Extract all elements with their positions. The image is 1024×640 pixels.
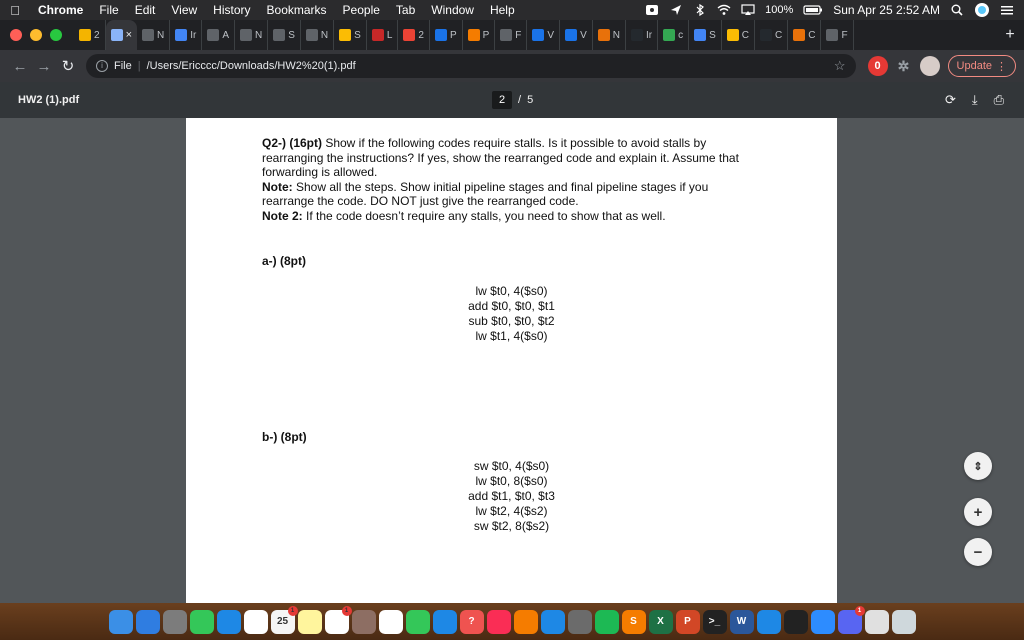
code-line: add $t0, $t0, $t1 — [468, 299, 555, 313]
tab-label: P — [449, 29, 457, 41]
dock-downloads-icon[interactable] — [865, 610, 889, 634]
browser-tab[interactable] — [235, 20, 268, 50]
tab-label: c — [678, 29, 684, 41]
pdf-page — [186, 118, 837, 603]
zoom-in-button[interactable]: + — [964, 498, 992, 526]
pdf-title: HW2 (1).pdf — [18, 94, 80, 106]
notification-badge: 1 — [855, 606, 865, 616]
tab-favicon-icon — [142, 29, 154, 41]
update-button-label: Update — [956, 60, 992, 72]
menu-history[interactable]: History — [213, 3, 251, 17]
code-line: lw $t1, 4($s0) — [475, 329, 548, 343]
code-line: sw $t2, 8($s2) — [473, 519, 550, 533]
dock-icon-label: >_ — [708, 616, 721, 627]
update-button[interactable] — [948, 55, 1016, 77]
dock-photos-icon[interactable] — [379, 610, 403, 634]
tab-favicon-icon — [760, 29, 772, 41]
tab-label: S — [354, 29, 361, 41]
zoom-window-button[interactable] — [50, 29, 62, 41]
dock-chrome-icon[interactable] — [244, 610, 268, 634]
menu-view[interactable]: View — [171, 3, 198, 17]
dock-excel-icon[interactable] — [649, 610, 673, 634]
browser-tab[interactable] — [74, 20, 106, 50]
notification-badge: 1 — [342, 606, 352, 616]
fit-to-page-button[interactable]: ⇕ — [964, 452, 992, 480]
browser-tab[interactable] — [202, 20, 235, 50]
dock-safari2-icon[interactable] — [217, 610, 241, 634]
tab-favicon-icon — [240, 29, 252, 41]
clock[interactable]: Sun Apr 25 2:52 AM — [833, 3, 940, 17]
dock-facetime-icon[interactable] — [190, 610, 214, 634]
tab-favicon-icon — [727, 29, 739, 41]
print-icon[interactable]: ⎙ — [993, 92, 1004, 107]
page-number-input[interactable]: 2 — [492, 91, 512, 109]
tab-label: F — [841, 29, 848, 41]
dock-vscode-icon[interactable] — [757, 610, 781, 634]
tab-label: C — [775, 29, 783, 41]
menu-bookmarks[interactable]: Bookmarks — [266, 3, 327, 17]
dock-spotify-icon[interactable] — [595, 610, 619, 634]
tab-label: V — [580, 29, 587, 41]
status-tray — [645, 2, 1024, 18]
page-separator: / — [518, 94, 522, 106]
code-line: lw $t0, 4($s0) — [475, 284, 548, 298]
dock-tips-icon[interactable] — [460, 610, 484, 634]
menu-tab[interactable]: Tab — [395, 3, 416, 17]
dock-safari-icon[interactable] — [136, 610, 160, 634]
tab-favicon-icon — [631, 29, 643, 41]
battery-percent: 100% — [765, 4, 794, 16]
bluetooth-icon[interactable] — [693, 4, 707, 16]
location-icon[interactable] — [669, 4, 683, 16]
browser-tab[interactable] — [658, 20, 689, 50]
tab-favicon-icon — [175, 29, 187, 41]
code-line: add $t1, $t0, $t3 — [468, 489, 555, 503]
close-window-button[interactable] — [10, 29, 22, 41]
tab-label: F — [515, 29, 522, 41]
more-menu-icon: ⋮ — [996, 60, 1007, 73]
tab-label: C — [741, 29, 749, 41]
browser-tab[interactable] — [689, 20, 722, 50]
apple-menu-icon[interactable] — [0, 3, 30, 18]
browser-tab[interactable] — [527, 20, 560, 50]
tab-label: N — [157, 29, 165, 41]
url-separator: | — [137, 60, 141, 72]
browser-tab[interactable] — [301, 20, 334, 50]
dock-activity-icon[interactable] — [784, 610, 808, 634]
code-line: sw $t0, 4($s0) — [473, 459, 550, 473]
note-label: Note: — [262, 179, 293, 194]
browser-tab[interactable] — [334, 20, 367, 50]
tab-label: P — [482, 29, 490, 41]
bookmark-star-icon[interactable]: ☆ — [833, 58, 846, 73]
tab-label: C — [808, 29, 816, 41]
forward-button[interactable]: → — [36, 57, 52, 75]
reload-button[interactable]: ↻ — [61, 58, 75, 75]
url-scheme: File — [114, 60, 132, 72]
dock-reminders-icon[interactable] — [325, 607, 349, 634]
dock-terminal-icon[interactable] — [703, 610, 727, 634]
url-text: /Users/Ericccc/Downloads/HW2%20(1).pdf — [146, 60, 356, 72]
dock-keynote-icon[interactable] — [433, 610, 457, 634]
dock-music-icon[interactable] — [487, 610, 511, 634]
tab-favicon-icon — [111, 29, 123, 41]
tab-label: N — [255, 29, 263, 41]
question-text — [262, 136, 762, 223]
tab-favicon-icon — [207, 29, 219, 41]
dock-trash-icon[interactable] — [892, 610, 916, 634]
airplay-icon[interactable] — [741, 4, 755, 16]
browser-tab[interactable] — [398, 20, 430, 50]
tab-favicon-icon — [826, 29, 838, 41]
pdf-toolbar — [0, 82, 1024, 118]
extensions-puzzle-icon[interactable]: ✲ — [897, 57, 910, 74]
pdf-actions — [945, 92, 1004, 108]
dock-word-icon[interactable] — [730, 610, 754, 634]
dock-books-icon[interactable] — [514, 610, 538, 634]
page-indicator — [492, 91, 533, 109]
tab-favicon-icon — [793, 29, 805, 41]
note-body: Show all the steps. Show initial pipeline stages and final pipeline stages if you rearrange the code. DO NOT just give the rearranged code. — [262, 179, 709, 208]
back-button[interactable]: ← — [12, 57, 28, 75]
browser-tab[interactable] — [821, 20, 853, 50]
tab-close-icon[interactable]: × — [125, 29, 132, 41]
dock-powerpoint-icon[interactable] — [676, 610, 700, 634]
dock-system-preferences-icon[interactable] — [568, 610, 592, 634]
tab-strip — [0, 20, 1024, 50]
wifi-icon[interactable] — [717, 4, 731, 16]
tab-favicon-icon — [339, 29, 351, 41]
tab-label: S — [288, 29, 295, 41]
browser-tab[interactable] — [137, 20, 170, 50]
dock-calendar-icon[interactable] — [271, 607, 295, 634]
tab-favicon-icon — [435, 29, 447, 41]
menu-bar — [0, 0, 1024, 20]
browser-toolbar — [0, 50, 1024, 82]
menu-app-name[interactable]: Chrome — [38, 3, 84, 17]
tab-label: Ir — [645, 29, 653, 41]
address-bar[interactable] — [86, 54, 856, 78]
code-line: lw $t0, 8($s0) — [475, 474, 548, 488]
dock-discord-icon[interactable] — [838, 607, 862, 634]
dock-icon-label: 25 — [276, 616, 289, 627]
new-tab-button[interactable]: + — [1005, 26, 1015, 43]
dock-icon-label: ? — [468, 616, 475, 627]
dock-appstore-icon[interactable] — [541, 610, 565, 634]
tab-favicon-icon — [273, 29, 285, 41]
question-body: Show if the following codes require stalls. Is it possible to avoid stalls by rearranging the instructions? If yes, show the rearranged code and explain it. Assume that forwarding is allowed. — [262, 136, 739, 179]
tab-label: S — [709, 29, 716, 41]
code-line: lw $t2, 4($s2) — [475, 504, 548, 518]
tab-label: V — [547, 29, 555, 41]
part-a-label: a-) (8pt) — [262, 254, 306, 268]
tab-label: 2 — [418, 29, 424, 41]
code-block-b — [186, 459, 837, 534]
minimize-window-button[interactable] — [30, 29, 42, 41]
tab-favicon-icon — [598, 29, 610, 41]
dock-launchpad-icon[interactable] — [163, 610, 187, 634]
part-b-label: b-) (8pt) — [262, 430, 307, 444]
dock-sublime-icon[interactable] — [622, 610, 646, 634]
rotate-icon[interactable]: ⟳ — [944, 92, 956, 107]
spotlight-search-icon[interactable] — [950, 4, 964, 16]
dock-zoom-icon[interactable] — [811, 610, 835, 634]
dock-icon-label: W — [736, 616, 747, 627]
battery-icon[interactable] — [803, 4, 823, 16]
profile-avatar[interactable] — [920, 56, 940, 76]
code-line: sub $t0, $t0, $t2 — [468, 314, 555, 328]
tab-favicon-icon — [306, 29, 318, 41]
tab-favicon-icon — [663, 29, 675, 41]
browser-tab[interactable] — [367, 20, 399, 50]
menu-help[interactable]: Help — [489, 3, 515, 17]
total-pages: 5 — [527, 94, 534, 106]
tab-label: 2 — [94, 29, 100, 41]
tab-list — [74, 20, 996, 50]
dock-messages-icon[interactable] — [406, 610, 430, 634]
menu-window[interactable]: Window — [431, 3, 474, 17]
note2-body: If the code doesn’t require any stalls, you need to show that as well. — [302, 208, 666, 223]
tab-favicon-icon — [372, 29, 384, 41]
tab-favicon-icon — [565, 29, 577, 41]
browser-tab[interactable] — [495, 20, 527, 50]
tab-favicon-icon — [468, 29, 480, 41]
tab-favicon-icon — [532, 29, 544, 41]
tab-label: N — [612, 29, 620, 41]
browser-tab[interactable] — [722, 20, 755, 50]
tab-favicon-icon — [79, 29, 91, 41]
browser-tab[interactable] — [626, 20, 658, 50]
dock-preview-icon[interactable] — [352, 610, 376, 634]
browser-tab[interactable] — [593, 20, 626, 50]
browser-tab[interactable] — [170, 20, 202, 50]
window-controls — [0, 29, 74, 41]
pdf-viewer[interactable] — [0, 118, 1024, 603]
tab-favicon-icon — [694, 29, 706, 41]
dock-icon-label: X — [657, 616, 664, 627]
menu-edit[interactable]: Edit — [134, 3, 156, 17]
browser-tab[interactable] — [268, 20, 301, 50]
dock-icon-label: S — [630, 616, 637, 627]
notification-center-icon[interactable] — [1000, 4, 1014, 16]
tab-label: Ir — [190, 29, 197, 41]
dock-icon-label: P — [684, 616, 691, 627]
dock — [0, 603, 1024, 640]
tab-label: N — [320, 29, 329, 41]
browser-tab[interactable] — [430, 20, 463, 50]
menu-file[interactable]: File — [99, 3, 119, 17]
zoom-out-button[interactable]: − — [964, 538, 992, 566]
adblock-extension-icon[interactable]: 0 — [868, 56, 888, 76]
menu-people[interactable]: People — [342, 3, 380, 17]
notification-badge: 1 — [288, 606, 298, 616]
browser-tab[interactable] — [788, 20, 821, 50]
info-icon[interactable]: i — [96, 60, 108, 72]
browser-tab[interactable] — [463, 20, 496, 50]
code-block-a — [186, 284, 837, 344]
download-icon[interactable]: ⤓ — [971, 92, 978, 107]
browser-tab[interactable] — [755, 20, 788, 50]
tab-favicon-icon — [500, 29, 512, 41]
question-label: Q2-) (16pt) — [262, 136, 322, 150]
siri-icon[interactable] — [974, 2, 990, 18]
tab-favicon-icon — [403, 29, 415, 41]
screen-record-icon[interactable] — [645, 4, 659, 16]
browser-tab[interactable] — [560, 20, 593, 50]
dock-notes-icon[interactable] — [298, 610, 322, 634]
browser-tab[interactable] — [106, 20, 137, 50]
note2-label: Note 2: — [262, 208, 303, 223]
tab-label: L — [386, 29, 393, 41]
dock-finder-icon[interactable] — [109, 610, 133, 634]
tab-label: A — [222, 29, 230, 41]
